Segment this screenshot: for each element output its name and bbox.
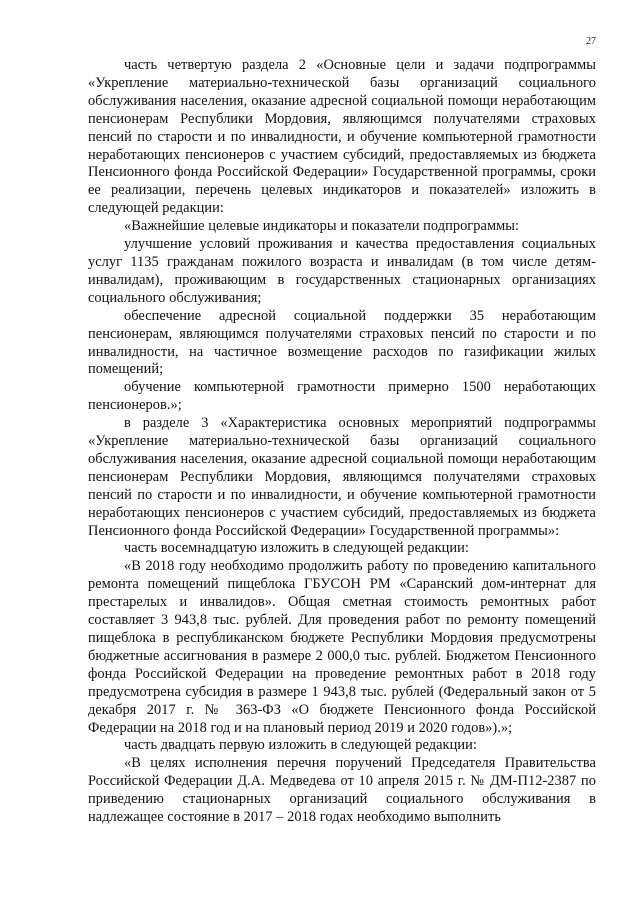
paragraph-section3-amendment: в разделе 3 «Характеристика основных мероприятий подпрограммы «Укрепление материально-технической базы организаций социального обслуживания населения, оказание адресной социальной помощи неработающим пенсионерам Республики Мордовия, являющимся получателями страховых пенсий по старости и по инвалидности, и обучение компьютерной грамотности неработающих пенсионеров с участием субсидий, предоставляемых из бюджета Пенсионного фонда Российской Федерации» Государственной программы»: (88, 415, 596, 539)
page-number: 27 (586, 36, 596, 47)
paragraph-part-eighteen-intro: часть восемнадцатую изложить в следующей редакции: (124, 540, 469, 557)
paragraph-indicator-living-conditions: улучшение условий проживания и качества предоставления социальных услуг 1135 гражданам пожилого возраста и инвалидам (в том числе детям-инвалидам), проживающим в государственных стационарных организациях социального обслуживания; (88, 236, 596, 306)
paragraph-part-twenty-one-intro: часть двадцать первую изложить в следующей редакции: (124, 737, 477, 754)
document-body (88, 57, 596, 827)
paragraph-indicator-computer-literacy: обучение компьютерной грамотности примерно 1500 неработающих пенсионеров.»; (88, 379, 596, 414)
paragraph-indicators-heading: «Важнейшие целевые индикаторы и показатели подпрограммы: (124, 218, 520, 235)
paragraph-part-eighteen-text: «В 2018 году необходимо продолжить работу по проведению капитального ремонта помещений пищеблока ГБУСОН РМ «Саранский дом-интернат для престарелых и инвалидов». Общая сметная стоимость ремонтных работ составляет 3 943,8 тыс. рублей. Для проведения работ по ремонту помещений пищеблока в республиканском бюджете Республики Мордовия предусмотрены бюджетные ассигнования в размере 2 000,0 тыс. рублей. Бюджетом Пенсионного фонда Российской Федерации на проведение ремонтных работ в 2018 году предусмотрена субсидия в размере 1 943,8 тыс. рублей (Федеральный закон от 5 декабря 2017 г. № 363-ФЗ «О бюджете Пенсионного фонда Российской Федерации на 2018 год и на плановый период 2019 и 2020 годов»).»; (88, 558, 596, 736)
paragraph-part-twenty-one-text: «В целях исполнения перечня поручений Председателя Правительства Российской Федерации Д.А. Медведева от 10 апреля 2015 г. № ДМ-П12-2387 по приведению стационарных организаций социального обслуживания в надлежащее состояние в 2017 – 2018 годах необходимо выполнить (88, 755, 596, 826)
paragraph-indicator-social-support: обеспечение адресной социальной поддержки 35 неработающим пенсионерам, являющимся получателями страховых пенсий по старости и по инвалидности, на частичное возмещение расходов по газификации жилых помещений; (88, 307, 596, 378)
paragraph-section2-amendment: часть четвертую раздела 2 «Основные цели и задачи подпрограммы «Укрепление материально-технической базы организаций социального обслуживания населения, оказание адресной социальной помощи неработающим пенсионерам Республики Мордовия, являющимся получателями страховых пенсий по старости и по инвалидности, и обучение компьютерной грамотности неработающих пенсионеров с участием субсидий, предоставляемых из бюджета Пенсионного фонда Российской Федерации» Государственной программы, сроки ее реализации, перечень целевых индикаторов и показателей» изложить в следующей редакции: (88, 57, 596, 217)
